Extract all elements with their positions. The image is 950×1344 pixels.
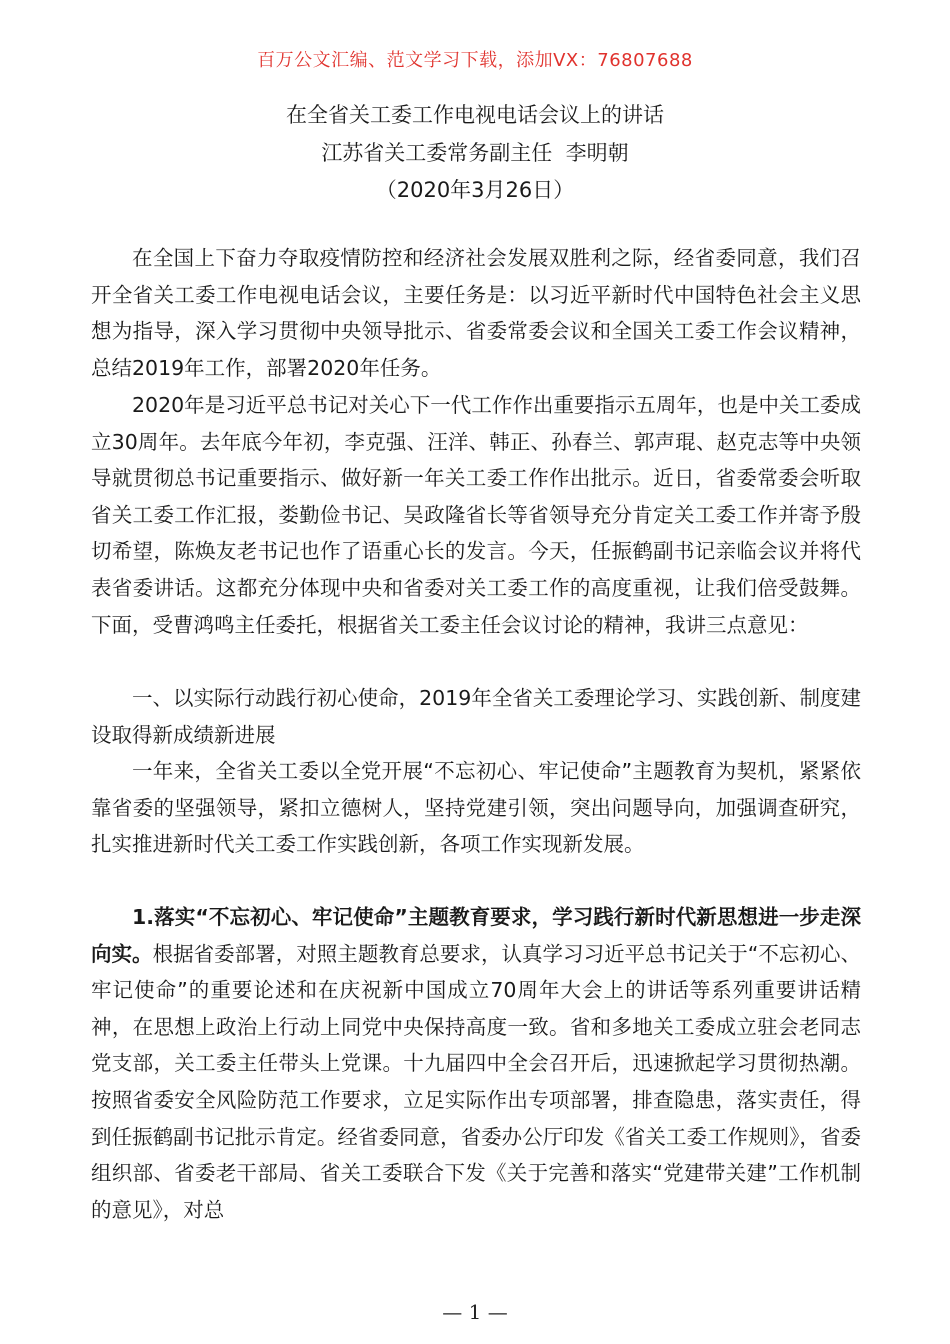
paragraph-1: 在全国上下奋力夺取疫情防控和经济社会发展双胜利之际，经省委同意，我们召开全省关工委工作电视电话会议，主要任务是：以习近平新时代中国特色社会主义思想为指导，深入学习贯彻中央领导批示、省委常委会议和全国关工委工作会议精神，总结2019年工作，部署2020年任务。: [91, 246, 861, 380]
paragraph-4: 一年来，全省关工委以全党开展“不忘初心、牢记使命”主题教育为契机，紧紧依靠省委的坚强领导，紧扣立德树人，坚持党建引领，突出问题导向，加强调查研究，扎实推进新时代关工委工作实践创新，各项工作实现新发展。: [91, 759, 861, 857]
document-title: 在全省关工委工作电视电话会议上的讲话: [286, 103, 664, 127]
date-line: （2020年3月26日）: [375, 178, 575, 202]
paragraph-2: 2020年是习近平总书记对关心下一代工作作出重要指示五周年，也是中关工委成立30周年。去年底今年初，李克强、汪洋、韩正、孙春兰、郭声琨、赵克志等中央领导就贯彻总书记重要指示、做好新一年关工委工作作出批示。近日，省委常委会听取省关工委工作汇报，娄勤俭书记、吴政隆省长等省领导充分肯定关工委工作并寄予殷切希望，陈焕友老书记也作了语重心长的发言。今天，任振鹤副书记亲临会议并将代表省委讲话。这都充分体现中央和省委对关工委工作的高度重视，让我们倍受鼓舞。下面，受曹鸿鸣主任委托，根据省关工委主任会议讨论的精神，我讲三点意见：: [91, 393, 861, 637]
page-number: — 1 —: [442, 1300, 508, 1324]
subheading-1: 1.落实“不忘初心、牢记使命”主题教育要求，学习践行新时代新思想进一步走深向实。: [91, 905, 861, 966]
watermark-banner: 百万公文汇编、范文学习下载，添加VX：76807688: [257, 50, 693, 71]
section-heading-1: 一、以实际行动践行初心使命，2019年全省关工委理论学习、实践创新、制度建设取得新成绩新进展: [91, 686, 861, 747]
paragraph-5: [91, 899, 861, 1228]
speaker-line: 江苏省关工委常务副主任 李明朝: [321, 141, 629, 165]
paragraph-5-text: 根据省委部署，对照主题教育总要求，认真学习习近平总书记关于“不忘初心、牢记使命”的重要论述和在庆祝新中国成立70周年大会上的讲话等系列重要讲话精神，在思想上政治上行动上同党中央保持高度一致。省和多地关工委成立驻会老同志党支部，关工委主任带头上党课。十九届四中全会召开后，迅速掀起学习贯彻热潮。按照省委安全风险防范工作要求，立足实际作出专项部署，排查隐患，落实责任，得到任振鹤副书记批示肯定。经省委同意，省委办公厅印发《省关工委工作规则》，省委组织部、省委老干部局、省关工委联合下发《关于完善和落实“党建带关建”工作机制的意见》，对总: [91, 941, 862, 1222]
